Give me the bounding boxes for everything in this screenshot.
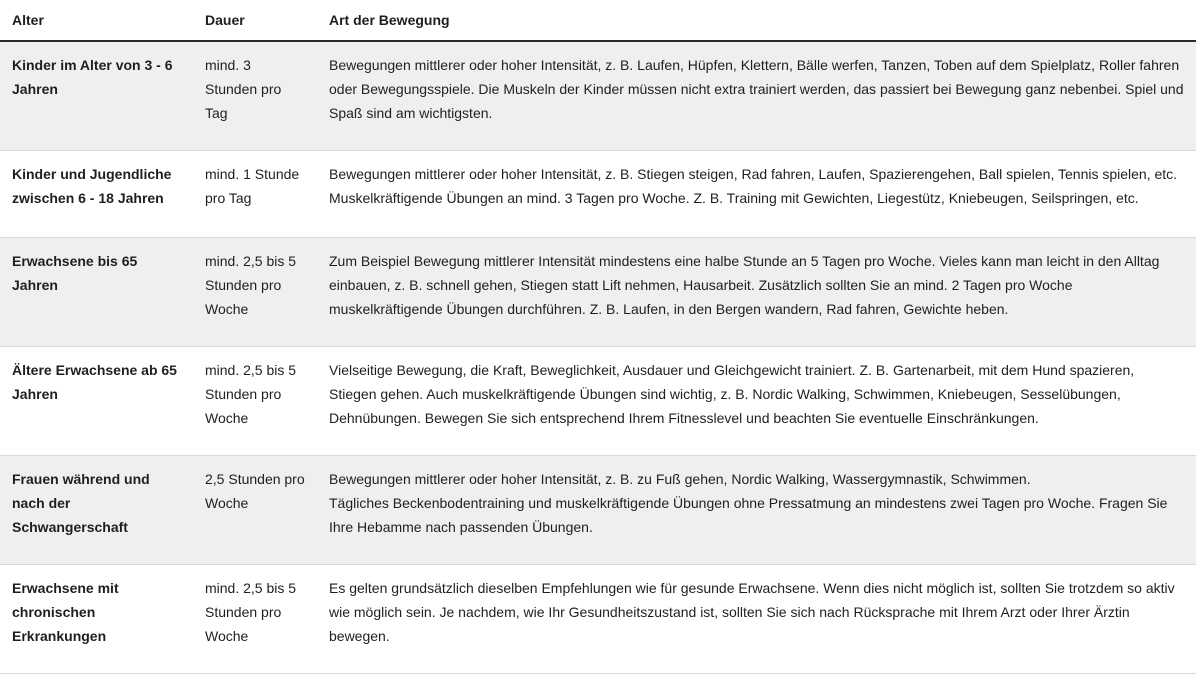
type-text: Es gelten grundsätzlich dieselben Empfehlungen wie für gesunde Erwachsene. Wenn dies nicht möglich ist, sollten Sie trotzdem so aktiv wie möglich sein. Je nachdem, wie Ihr Gesundheitszustand ist, sollten Sie sich nach Rücksprache mit Ihrem Arzt oder Ihrer Ärztin bewegen. xyxy=(329,579,1175,644)
age-cell: Kinder und Jugendliche zwischen 6 - 18 Jahren xyxy=(0,150,193,237)
table-row xyxy=(0,564,1196,673)
table-row xyxy=(0,455,1196,564)
table-body xyxy=(0,41,1196,673)
duration-cell: 2,5 Stunden pro Woche xyxy=(193,455,317,564)
type-text: Zum Beispiel Bewegung mittlerer Intensität mindestens eine halbe Stunde an 5 Tagen pro Woche. Vieles kann man leicht in den Alltag einbauen, z. B. schnell gehen, Stiegen statt Lift nehmen, Hausarbeit. Zusätzlich sollten Sie an mind. 2 Tagen pro Woche muskelkräftigende Übungen durchführen. Z. B. Laufen, in den Bergen wandern, Rad fahren, Gewichte heben. xyxy=(329,252,1160,317)
duration-cell: mind. 3 Stunden pro Tag xyxy=(193,41,317,150)
header-type: Art der Bewegung xyxy=(317,0,1196,41)
table-row xyxy=(0,150,1196,237)
type-text: Bewegungen mittlerer oder hoher Intensität, z. B. Stiegen steigen, Rad fahren, Laufen, Spazierengehen, Ball spielen, Tennis spielen, etc. Muskelkräftigende Übungen an mind. 3 Tagen pro Woche. Z. B. Training mit Gewichten, Liegestütz, Kniebeugen, Seilspringen, etc. xyxy=(329,165,1178,206)
type-text: Vielseitige Bewegung, die Kraft, Beweglichkeit, Ausdauer und Gleichgewicht trainiert. Z. B. Gartenarbeit, mit dem Hund spazieren, Stiegen gehen. Auch muskelkräftigende Übungen sind wichtig, z. B. Nordic Walking, Schwimmen, Kniebeugen, Sesselübungen, Dehnübungen. Bewegen Sie sich entsprechend Ihrem Fitnesslevel und beachten Sie eventuelle Einschränkungen. xyxy=(329,361,1135,426)
duration-cell: mind. 2,5 bis 5 Stunden pro Woche xyxy=(193,564,317,673)
age-cell: Ältere Erwachsene ab 65 Jahren xyxy=(0,346,193,455)
type-cell xyxy=(317,41,1196,150)
type-text: Bewegungen mittlerer oder hoher Intensität, z. B. zu Fuß gehen, Nordic Walking, Wassergymnastik, Schwimmen. xyxy=(329,470,1031,487)
duration-cell: mind. 1 Stunde pro Tag xyxy=(193,150,317,237)
type-cell xyxy=(317,150,1196,237)
age-cell: Frauen während und nach der Schwangerschaft xyxy=(0,455,193,564)
age-cell: Erwachsene bis 65 Jahren xyxy=(0,237,193,346)
header-row xyxy=(0,0,1196,41)
type-cell xyxy=(317,455,1196,564)
type-text: Tägliches Beckenbodentraining und muskelkräftigende Übungen ohne Pressatmung an mindestens zwei Tagen pro Woche. Fragen Sie Ihre Hebamme nach passenden Übungen. xyxy=(329,494,1168,535)
table-row xyxy=(0,41,1196,150)
header-age: Alter xyxy=(0,0,193,41)
header-duration: Dauer xyxy=(193,0,317,41)
duration-cell: mind. 2,5 bis 5 Stunden pro Woche xyxy=(193,346,317,455)
type-text: Bewegungen mittlerer oder hoher Intensität, z. B. Laufen, Hüpfen, Klettern, Bälle werfen, Tanzen, Toben auf dem Spielplatz, Roller fahren oder Bewegungsspiele. Die Muskeln der Kinder müssen nicht extra trainiert werden, das passiert bei Bewegung ganz nebenbei. Spiel und Spaß sind am wichtigsten. xyxy=(329,57,1184,121)
type-cell xyxy=(317,346,1196,455)
table-row xyxy=(0,346,1196,455)
type-cell xyxy=(317,237,1196,346)
age-cell: Kinder im Alter von 3 - 6 Jahren xyxy=(0,41,193,150)
table-header xyxy=(0,0,1196,41)
duration-cell: mind. 2,5 bis 5 Stunden pro Woche xyxy=(193,237,317,346)
type-cell xyxy=(317,564,1196,673)
age-cell: Erwachsene mit chronischen Erkrankungen xyxy=(0,564,193,673)
table-row xyxy=(0,237,1196,346)
